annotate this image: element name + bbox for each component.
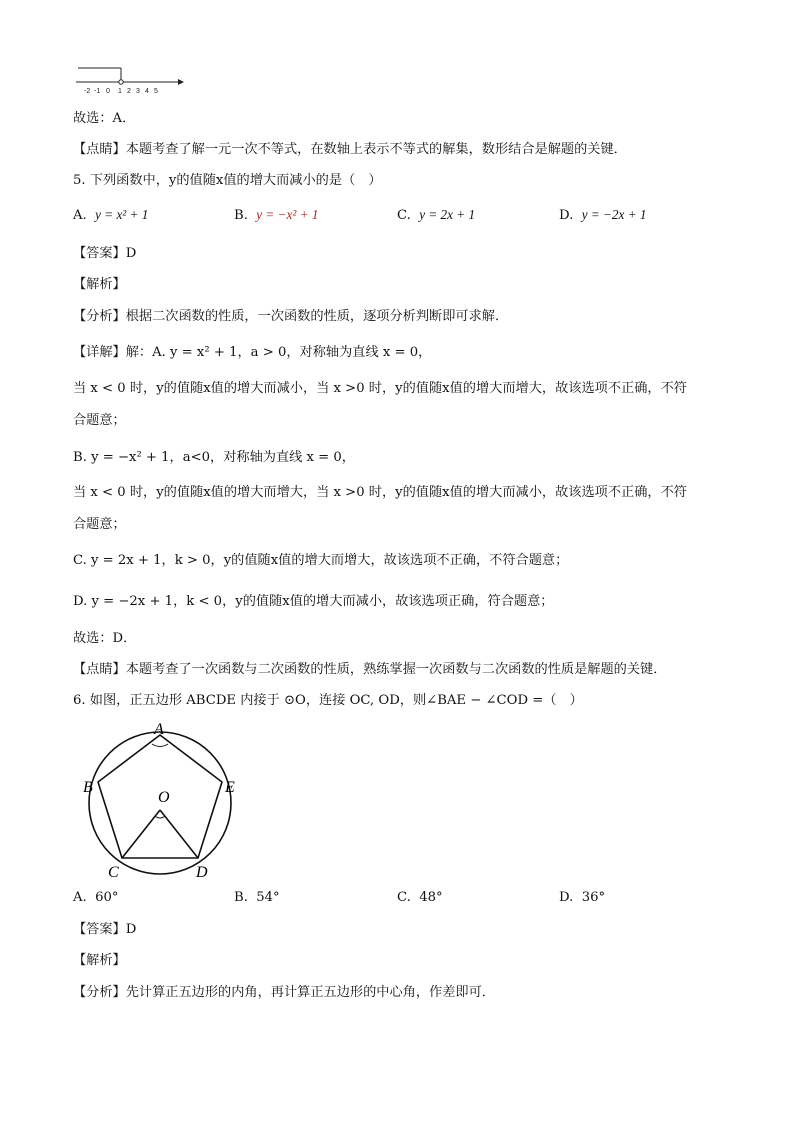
- q6-analysis: 【分析】先计算正五边形的内角，再计算正五边形的中心角，作差即可．: [73, 985, 495, 1000]
- q5-analysis: 【分析】根据二次函数的性质，一次函数的性质，逐项分析判断即可求解．: [73, 309, 509, 324]
- q5-detail-b2: 当 x < 0 时，y的值随x值的增大而增大，当 x >0 时，y的值随x值的增大而减小，故该选项不正确，不符: [73, 485, 687, 500]
- segment-od: [160, 810, 198, 858]
- q5-option-c[interactable]: C. y = 2x + 1: [397, 207, 476, 223]
- number-line-arrow: [178, 79, 184, 85]
- tick-label: -1: [94, 88, 101, 95]
- q5-option-b[interactable]: B. y = −x² + 1: [234, 207, 319, 223]
- tick-label: 3: [136, 88, 140, 95]
- tick-label: -2: [84, 88, 91, 95]
- q6-option-b[interactable]: B. 54°: [234, 890, 280, 905]
- q5-analysis-head: 【解析】: [73, 277, 126, 292]
- open-circle: [119, 80, 123, 84]
- tick-label: 2: [127, 88, 131, 95]
- vertex-label-d: D: [196, 864, 208, 881]
- q5-answer: 【答案】D: [73, 246, 137, 261]
- q5-detail-a2: 当 x < 0 时，y的值随x值的增大而减小，当 x >0 时，y的值随x值的增大而增大，故该选项不正确，不符: [73, 381, 687, 396]
- q6-stem: 6. 如图，正五边形 ABCDE 内接于 ⊙O，连接 OC, OD，则∠BAE − ∠COD =（ ）: [73, 693, 583, 708]
- center-label-o: O: [158, 789, 170, 806]
- q5-detail-a1: 【详解】解：A. y = x² + 1，a > 0，对称轴为直线 x = 0，: [73, 345, 432, 360]
- number-line-figure: [74, 62, 186, 96]
- vertex-label-a: A: [154, 722, 164, 738]
- tick-label: 1: [118, 88, 122, 95]
- pentagon-circle-figure: [78, 722, 248, 884]
- q5-stem: 5. 下列函数中，y的值随x值的增大而减小的是（ ）: [73, 173, 382, 188]
- angle-mark-o: [155, 816, 165, 818]
- q5-detail-d: D. y = −2x + 1，k < 0，y的值随x值的增大而减小，故该选项正确，符合题意；: [73, 594, 554, 609]
- angle-mark-a: [152, 744, 168, 747]
- q5-detail-c: C. y = 2x + 1，k > 0，y的值随x值的增大而增大，故该选项不正确，不符合题意；: [73, 553, 569, 568]
- prev-comment: 【点睛】本题考查了解一元一次不等式，在数轴上表示不等式的解集，数形结合是解题的关键．: [73, 142, 627, 157]
- tick-label: 0: [106, 88, 110, 95]
- vertex-label-b: B: [83, 779, 93, 796]
- q6-answer: 【答案】D: [73, 922, 137, 937]
- q5-detail-b3: 合题意；: [73, 517, 126, 532]
- q6-option-c[interactable]: C. 48°: [397, 890, 443, 905]
- q5-detail-a3: 合题意；: [73, 413, 126, 428]
- q5-option-d[interactable]: D. y = −2x + 1: [559, 207, 647, 223]
- tick-label: 5: [154, 88, 158, 95]
- q5-choose: 故选：D．: [73, 631, 137, 646]
- q5-comment: 【点睛】本题考查了一次函数与二次函数的性质，熟练掌握一次函数与二次函数的性质是解题的关键．: [73, 662, 667, 677]
- segment-oc: [122, 810, 160, 858]
- q5-option-a[interactable]: A. y = x² + 1: [73, 207, 149, 223]
- q5-detail-b1: B. y = −x² + 1，a<0，对称轴为直线 x = 0，: [73, 450, 355, 465]
- q6-option-d[interactable]: D. 36°: [559, 890, 606, 905]
- vertex-label-e: E: [225, 779, 235, 796]
- q6-analysis-head: 【解析】: [73, 953, 126, 968]
- q6-option-a[interactable]: A. 60°: [73, 890, 119, 905]
- prev-choose: 故选：A．: [73, 111, 136, 126]
- tick-label: 4: [145, 88, 149, 95]
- vertex-label-c: C: [108, 864, 119, 881]
